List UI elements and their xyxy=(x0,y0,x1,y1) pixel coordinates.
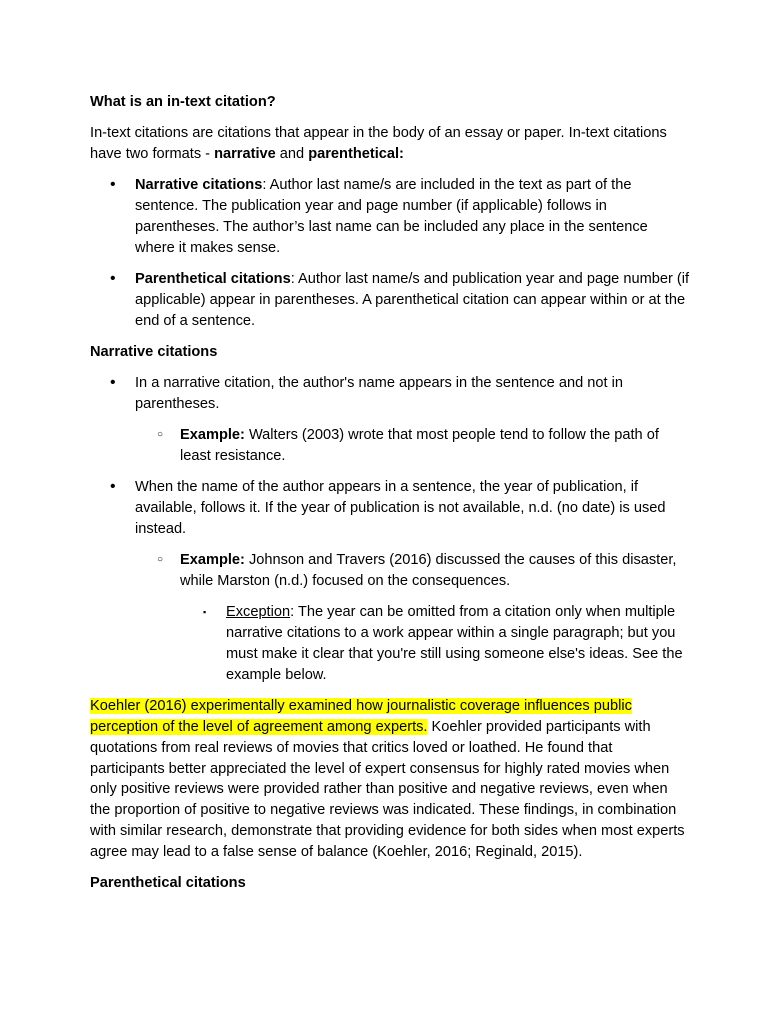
heading-narrative-citations: Narrative citations xyxy=(90,343,218,360)
intro-first-letter: I xyxy=(90,125,95,142)
example-text: Johnson and Travers (2016) discussed the causes of this disaster, while Marston (n.d.) focused on the consequences. xyxy=(180,552,677,590)
list-item-example xyxy=(90,425,690,467)
document-body xyxy=(90,92,690,894)
list-item-exception xyxy=(90,602,690,685)
heading-parenthetical-citations: Parenthetical citations xyxy=(90,875,246,891)
narrative-rules-list xyxy=(90,373,690,685)
example-label: Example: xyxy=(180,427,245,444)
list-item-parenthetical-format xyxy=(90,269,690,331)
format-term: Narrative citations xyxy=(135,177,263,194)
intro-and: and xyxy=(275,146,309,163)
exception-text: : The year can be omitted from a citation only when multiple narrative citations to a work appear within a single paragraph; but you must make it clear that you're still using someone else's ideas. See the example below. xyxy=(226,604,683,683)
bullet-marker: • xyxy=(110,176,116,194)
intro-text: n-text citations are citations that appear in the body of an essay or paper. In-text citations have two formats - xyxy=(90,125,667,163)
format-text: : Author last name/s are included in the text as part of the sentence. The publication year and page number (if applicable) follows in parentheses. The author’s last name can be included any place in the sentence where it makes sense. xyxy=(135,177,648,256)
format-term: Parenthetical citations xyxy=(135,271,291,288)
list-item-narrative-format xyxy=(90,175,690,258)
rule-text: In a narrative citation, the author's name appears in the sentence and not in parentheses. xyxy=(135,375,623,413)
rule-text: When the name of the author appears in a sentence, the year of publication, if available, follows it. If the year of publication is not available, n.d. (no date) is used instead. xyxy=(135,479,666,538)
bullet-marker: • xyxy=(110,478,116,496)
format-text: : Author last name/s and publication year and page number (if applicable) appear in parentheses. A parenthetical citation can appear within or at the end of a sentence. xyxy=(135,271,690,329)
bullet-marker: • xyxy=(110,270,116,288)
circle-marker: ○ xyxy=(157,429,164,441)
example-text: Walters (2003) wrote that most people tend to follow the path of least resistance. xyxy=(180,427,659,465)
heading-what-is-in-text-citation: What is an in-text citation? xyxy=(90,94,276,110)
square-marker: ▪ xyxy=(203,607,207,618)
list-item-narrative-rule xyxy=(90,373,690,415)
list-item-example xyxy=(90,550,690,592)
formats-list xyxy=(90,175,690,331)
circle-marker: ○ xyxy=(157,554,164,566)
intro-narrative-term: narrative xyxy=(214,146,276,163)
highlighted-text: Koehler (2016) experimentally examined how journalistic coverage influences public perception of the level of agreement among experts. xyxy=(90,698,632,735)
example-label: Example: xyxy=(180,552,245,569)
intro-paragraph xyxy=(90,123,690,165)
intro-parenthetical-term: parenthetical: xyxy=(308,146,404,163)
list-item-narrative-rule xyxy=(90,477,690,539)
example-paragraph xyxy=(90,696,690,862)
exception-label: Exception xyxy=(226,604,291,621)
bullet-marker: • xyxy=(110,374,116,392)
paragraph-text: Koehler provided participants with quotations from real reviews of movies that critics loved or loathed. He found that participants better appreciated the level of expert consensus for highly rated movies when only positive reviews were provided rather than positive and negative reviews, even when the proportion of positive to negative reviews was indicated. These findings, in combination with similar research, demonstrate that providing evidence for both sides when most experts agree may lead to a false sense of balance (Koehler, 2016; Reginald, 2015). xyxy=(90,718,685,860)
